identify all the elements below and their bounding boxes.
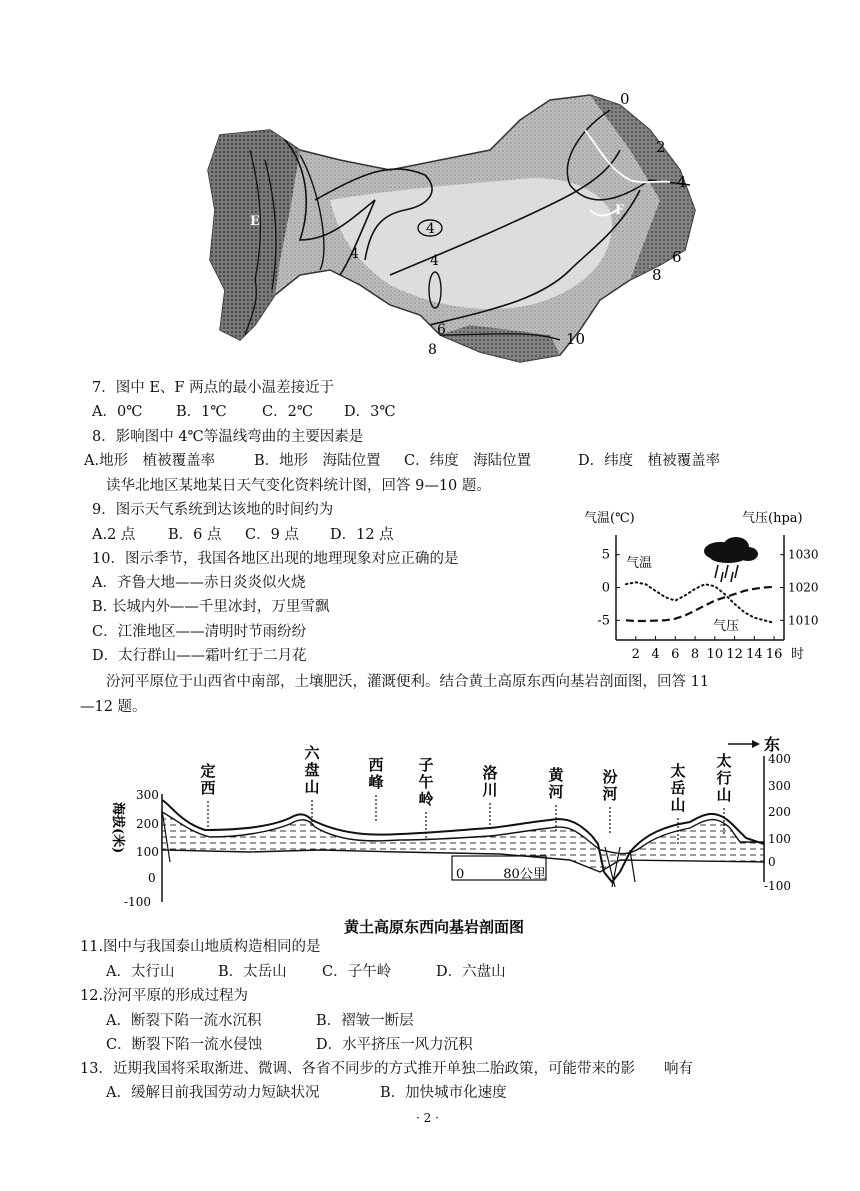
intro-9-10: 读华北地区某地某日天气变化资料统计图，回答 9—10 题。 — [106, 478, 491, 494]
q10-option-a[interactable]: A．齐鲁大地——赤日炎炎似火烧 — [92, 575, 306, 591]
isotherm-label: 6 — [672, 248, 682, 266]
left-axis-title: 气温(℃) — [584, 511, 635, 526]
x-tick-label: 6 — [671, 647, 680, 662]
east-arrow-head — [752, 740, 760, 748]
svg-text:0: 0 — [148, 871, 156, 885]
isotherm-label: 4 — [426, 221, 435, 237]
q13-option-b[interactable]: B．加快城市化速度 — [380, 1085, 507, 1101]
q12-option-d[interactable]: D．水平挤压一风力沉积 — [316, 1037, 473, 1053]
right-axis-ticks — [764, 752, 791, 893]
q8-stem: 8．影响图中 4℃等温线弯曲的主要因素是 — [92, 429, 364, 445]
place-label: 太岳山 — [670, 762, 686, 814]
q8-option-c[interactable]: C．纬度 海陆位置 — [404, 453, 532, 469]
q10-option-d[interactable]: D．太行群山——霜叶红于二月花 — [92, 648, 307, 664]
x-tick-label: 16 — [765, 647, 783, 662]
place-label: 定西 — [200, 762, 216, 797]
right-axis-title: 气压(hpa) — [742, 511, 803, 526]
x-unit: 时 — [791, 647, 805, 662]
point-label-e: E — [250, 214, 260, 229]
svg-text:100: 100 — [136, 845, 159, 859]
svg-text:300: 300 — [136, 788, 159, 802]
q9-option-b[interactable]: B．6 点 — [168, 527, 222, 543]
isotherm-label: 8 — [428, 342, 437, 358]
q11-stem: 11.图中与我国泰山地质构造相同的是 — [80, 939, 321, 955]
point-label-f: F — [615, 203, 625, 218]
isotherm-label: 0 — [620, 90, 630, 108]
q7-option-c[interactable]: C．2℃ — [262, 404, 314, 420]
left-tick-label: -5 — [597, 613, 610, 629]
place-label: 西峰 — [368, 756, 384, 791]
place-label: 六盘山 — [304, 744, 320, 796]
isotherm-label: 4 — [677, 173, 687, 191]
q7-option-a[interactable]: A．0℃ — [92, 404, 143, 420]
svg-text:200: 200 — [136, 817, 159, 831]
left-tick-label: 0 — [601, 580, 610, 596]
direction-label: 东 — [764, 735, 781, 754]
svg-text:0: 0 — [768, 855, 776, 869]
q12-option-b[interactable]: B．褶皱一断层 — [316, 1013, 414, 1029]
left-tick-label: 5 — [601, 547, 610, 563]
isotherm-label: 2 — [656, 138, 666, 156]
x-tick-label: 10 — [706, 647, 724, 662]
q11-option-b[interactable]: B．太岳山 — [218, 964, 287, 980]
scale-label: 0 80公里 — [456, 867, 546, 882]
q13-option-a[interactable]: A．缓解目前我国劳动力短缺状况 — [106, 1085, 320, 1101]
q10-option-b[interactable]: B. 长城内外——千里冰封，万里雪飘 — [92, 599, 330, 615]
q10-option-c[interactable]: C．江淮地区——清明时节雨纷纷 — [92, 624, 307, 640]
isotherm-map — [190, 90, 700, 375]
x-tick-label: 2 — [631, 647, 640, 662]
pressure-series-label: 气压 — [713, 619, 740, 634]
svg-text:-100: -100 — [764, 879, 791, 893]
isotherm-label: 10 — [566, 330, 586, 348]
elevation-axis-title: 海拔(米) — [110, 802, 125, 854]
svg-text:300: 300 — [768, 779, 791, 793]
svg-text:400: 400 — [768, 752, 791, 766]
q7-option-d[interactable]: D．3℃ — [344, 404, 396, 420]
q11-option-c[interactable]: C．子午岭 — [322, 964, 392, 980]
q11-option-a[interactable]: A．太行山 — [106, 964, 175, 980]
bedrock-layer — [162, 812, 764, 872]
right-tick-label: 1010 — [788, 613, 819, 628]
intro-11-12-line1: 汾河平原位于山西省中南部，土壤肥沃，灌溉便利。结合黄土高原东西向基岩剖面图，回答 11 — [106, 674, 710, 690]
bedrock-profile-diagram — [100, 732, 820, 940]
q7-option-b[interactable]: B．1℃ — [176, 404, 227, 420]
page-number: · 2 · — [416, 1111, 439, 1125]
q9-stem: 9．图示天气系统到达该地的时间约为 — [92, 502, 334, 518]
right-tick-label: 1020 — [788, 580, 819, 595]
q9-option-d[interactable]: D．12 点 — [330, 527, 394, 543]
place-label: 子午岭 — [418, 756, 434, 808]
x-tick-label: 14 — [746, 647, 763, 662]
isotherm-label: 6 — [437, 322, 446, 338]
x-tick-label: 8 — [690, 647, 700, 662]
intro-11-12-line2: —12 题。 — [80, 699, 147, 715]
rain-cloud-icon — [704, 537, 758, 582]
place-label: 汾河 — [602, 768, 618, 803]
isotherm-label: 4 — [430, 253, 439, 269]
q7-stem: 7．图中 E、F 两点的最小温差接近于 — [92, 380, 335, 396]
temperature-series-label: 气温 — [626, 556, 653, 571]
q8-option-a[interactable]: A.地形 植被覆盖率 — [84, 453, 216, 469]
isotherm-label: 4 — [350, 246, 359, 262]
profile-title: 黄土高原东西向基岩剖面图 — [344, 918, 525, 936]
left-axis-ticks — [124, 788, 159, 909]
svg-text:200: 200 — [768, 805, 791, 819]
q12-stem: 12.汾河平原的形成过程为 — [80, 988, 249, 1004]
place-label: 黄河 — [548, 766, 564, 801]
svg-text:100: 100 — [768, 832, 791, 846]
q9-option-c[interactable]: C．9 点 — [245, 527, 299, 543]
q8-option-b[interactable]: B．地形 海陆位置 — [254, 453, 381, 469]
x-tick-label: 12 — [726, 647, 743, 662]
q8-option-d[interactable]: D．纬度 植被覆盖率 — [578, 453, 721, 469]
q13-stem: 13．近期我国将采取渐进、微调、各省不同步的方式推开单独二胎政策，可能带来的影 响有 — [80, 1061, 693, 1077]
svg-text:-100: -100 — [124, 895, 151, 909]
q11-option-d[interactable]: D．六盘山 — [436, 964, 506, 980]
q9-option-a[interactable]: A.2 点 — [92, 527, 136, 543]
right-tick-label: 1030 — [788, 547, 819, 562]
place-label: 太行山 — [716, 752, 732, 804]
x-tick-label: 4 — [651, 647, 660, 662]
q10-stem: 10．图示季节，我国各地区出现的地理现象对应正确的是 — [92, 551, 459, 567]
isotherm-label: 8 — [652, 266, 662, 284]
q12-option-a[interactable]: A．断裂下陷一流水沉积 — [106, 1013, 262, 1029]
place-label: 洛川 — [482, 764, 498, 799]
q12-option-c[interactable]: C．断裂下陷一流水侵蚀 — [106, 1037, 263, 1053]
weather-chart — [580, 500, 820, 670]
